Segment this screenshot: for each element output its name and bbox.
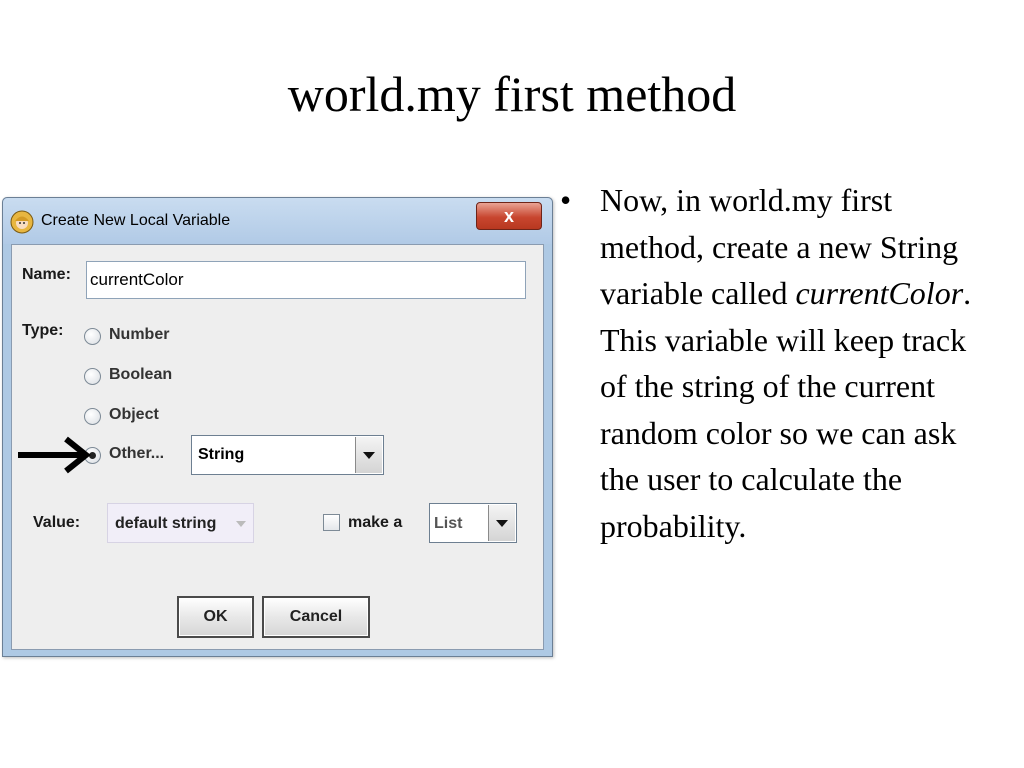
bullet-marker: • [560, 182, 572, 218]
bullet-text [600, 177, 985, 549]
type-option-label: Number [109, 326, 170, 343]
bullet-emphasis: currentColor [795, 275, 964, 311]
variable-name-input[interactable] [86, 261, 526, 299]
dropdown-arrow-icon [236, 521, 246, 527]
make-a-label: make a [348, 514, 403, 531]
bullet-text-part: Now, in world.my first method, create a new String variable called [600, 182, 959, 311]
chevron-down-icon[interactable] [355, 437, 382, 473]
alice-icon [10, 210, 34, 234]
chevron-down-icon[interactable] [488, 505, 515, 541]
value-dropdown[interactable] [107, 503, 254, 543]
name-label: Name: [22, 266, 71, 283]
cancel-button[interactable]: Cancel [262, 596, 370, 638]
radio-boolean[interactable] [84, 368, 101, 385]
type-option-label: Other... [109, 445, 165, 462]
arrow-right-icon [16, 435, 94, 475]
collection-select[interactable] [429, 503, 517, 543]
type-option-label: Boolean [109, 366, 173, 383]
type-label: Type: [22, 322, 64, 339]
type-option-label: Object [109, 406, 159, 423]
radio-object[interactable] [84, 408, 101, 425]
other-type-value: String [198, 446, 245, 463]
collection-value: List [434, 515, 463, 532]
value-default: default string [115, 515, 217, 532]
bullet-text-part: . This variable will keep track of the string of the current random color so we can ask the user to calculate the probability. [600, 275, 972, 544]
dialog-titlebar[interactable] [3, 198, 552, 244]
dialog-title: Create New Local Variable [41, 212, 231, 229]
ok-button[interactable]: OK [177, 596, 254, 638]
value-label: Value: [33, 514, 81, 531]
slide-title: world.my first method [287, 66, 737, 122]
other-type-select[interactable] [191, 435, 384, 475]
make-a-checkbox[interactable] [323, 514, 340, 531]
close-button[interactable]: x [476, 202, 542, 230]
radio-number[interactable] [84, 328, 101, 345]
